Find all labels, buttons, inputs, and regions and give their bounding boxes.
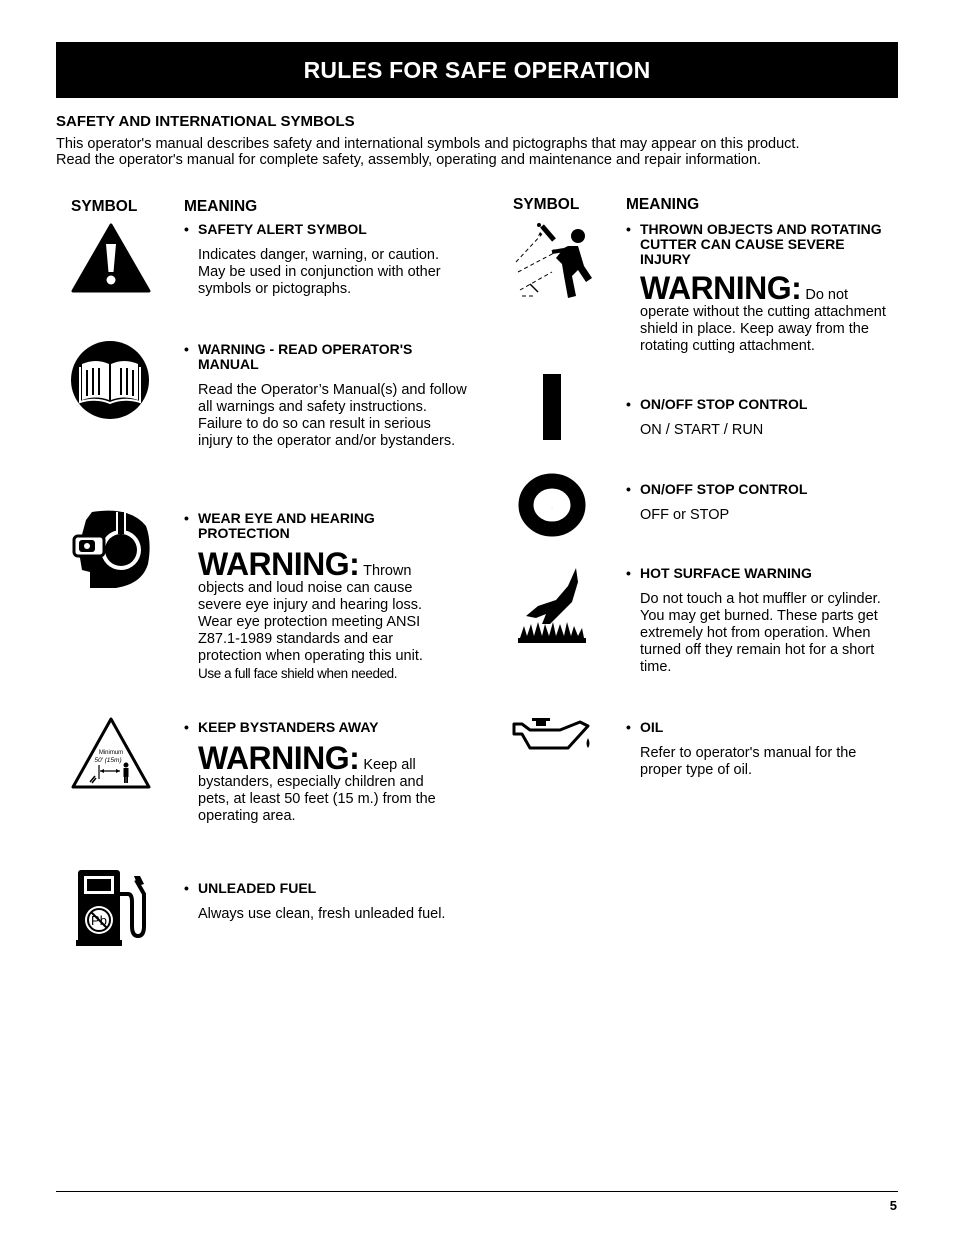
eye-hearing-protection-icon	[70, 508, 152, 590]
bystander-minimum-label: Minimum	[98, 750, 124, 756]
entry-title: • HOT SURFACE WARNING	[626, 566, 898, 581]
on-glyph: I	[551, 414, 553, 415]
fuel-pb-label: Pb	[91, 913, 107, 928]
thrown-objects-icon	[512, 222, 594, 300]
bystanders-away-icon	[70, 716, 152, 790]
meaning-column-heading: MEANING	[626, 196, 700, 213]
section-title: SAFETY AND INTERNATIONAL SYMBOLS	[56, 113, 355, 130]
entry-bystanders	[198, 720, 458, 825]
page-banner	[56, 42, 898, 98]
entry-thrown-objects	[640, 222, 896, 355]
entry-off-control	[640, 482, 896, 524]
entry-title: • WEAR EYE AND HEARING PROTECTION	[184, 511, 458, 541]
entry-title: • WARNING - READ OPERATOR'S MANUAL	[184, 342, 468, 372]
face-shield-note: Use a full face shield when needed.	[198, 666, 398, 681]
entry-title: • SAFETY ALERT SYMBOL	[184, 222, 468, 237]
entry-body: Indicates danger, warning, or caution. May be used in conjunction with other symbols or pictographs.	[198, 247, 441, 297]
entry-title: • THROWN OBJECTS AND ROTATING CUTTER CAN CAUSE SEVERE INJURY	[626, 222, 896, 267]
entry-title: • OIL	[626, 720, 896, 735]
entry-eye-hearing	[198, 511, 458, 683]
entry-oil	[640, 720, 896, 779]
entry-body: Read the Operator’s Manual(s) and follow all warnings and safety instructions. Failure to do so can result in serious injury to the operator and/or bystanders.	[198, 382, 467, 449]
warning-label: WARNING:	[198, 546, 360, 582]
entry-title: • UNLEADED FUEL	[184, 881, 478, 896]
entry-title: • KEEP BYSTANDERS AWAY	[184, 720, 458, 735]
intro-line: This operator's manual describes safety and international symbols and pictographs that may appear on this product.	[56, 136, 800, 152]
off-symbol-icon	[518, 473, 586, 537]
warning-label: WARNING:	[640, 270, 802, 306]
meaning-column-heading: MEANING	[184, 198, 258, 215]
entry-safety-alert	[198, 222, 468, 298]
entry-title: • ON/OFF STOP CONTROL	[626, 397, 896, 412]
warning-label: WARNING:	[198, 740, 360, 776]
oil-can-icon	[510, 716, 594, 754]
entry-unleaded-fuel	[198, 881, 478, 923]
entry-body: Refer to operator's manual for the proper type of oil.	[640, 745, 857, 778]
unleaded-fuel-icon	[74, 868, 148, 948]
hot-surface-icon	[516, 566, 588, 644]
footer-divider	[56, 1191, 898, 1192]
read-manual-icon	[70, 340, 150, 420]
warning-text: Keep all bystanders, especially children and pets, at least 50 feet (15 m.) from the operating area.	[198, 757, 436, 824]
intro-line: Read the operator's manual for complete safety, assembly, operating and maintenance and repair information.	[56, 152, 762, 168]
warning-text: Thrown objects and loud noise can cause severe eye injury and hearing loss. Wear eye protection meeting ANSI Z87.1-1989 standards and ear protection when operating this unit.	[198, 563, 423, 664]
bystander-distance-label: 50' (15m)	[94, 757, 122, 764]
entry-read-manual	[198, 342, 468, 450]
safety-alert-icon	[70, 222, 152, 294]
entry-body: ON / START / RUN	[640, 422, 764, 438]
entry-body: Always use clean, fresh unleaded fuel.	[198, 906, 446, 922]
page-number: 5	[889, 1198, 897, 1213]
entry-body: OFF or STOP	[640, 507, 730, 523]
on-symbol-icon	[543, 374, 561, 440]
entry-on-control	[640, 397, 896, 439]
symbol-column-heading: SYMBOL	[71, 198, 138, 215]
warning-text: Do not operate without the cutting attachment shield in place. Keep away from the rotating cutting attachment.	[640, 287, 886, 354]
off-glyph: O	[551, 509, 553, 510]
symbol-column-heading: SYMBOL	[513, 196, 580, 213]
entry-hot-surface	[640, 566, 898, 676]
intro-paragraph	[56, 136, 896, 168]
entry-body: Do not touch a hot muffler or cylinder. You may get burned. These parts get extremely hot from operation. When turned off they remain hot for a short time.	[640, 591, 881, 675]
page-title: RULES FOR SAFE OPERATION	[303, 56, 651, 83]
entry-title: • ON/OFF STOP CONTROL	[626, 482, 896, 497]
